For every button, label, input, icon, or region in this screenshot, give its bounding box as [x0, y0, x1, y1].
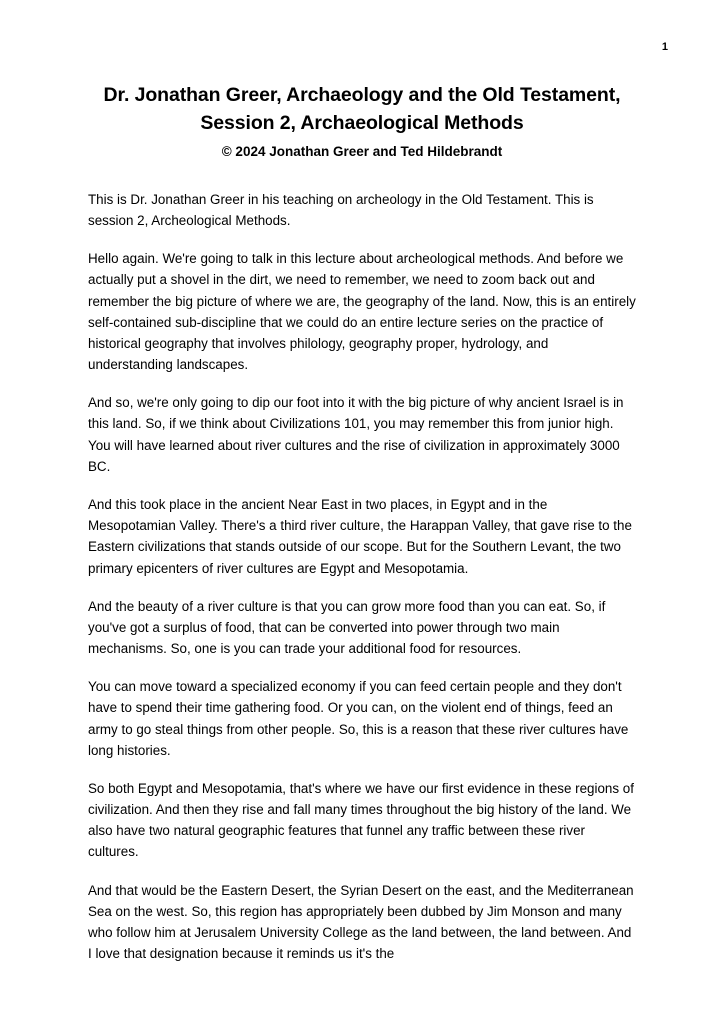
copyright-line: © 2024 Jonathan Greer and Ted Hildebrandt [221, 144, 503, 160]
page-number: 1 [661, 41, 668, 53]
paragraph: You can move toward a specialized economy if you can feed certain people and they don't have to spend their time gathering food. Or you can, on the violent end of things, feed an army to go steal things from other people. So, this is a reason that these river cultures have long histories. [88, 679, 629, 758]
paragraph: And so, we're only going to dip our foot into it with the big picture of why ancient Israel is in this land. So, if we think about Civilizations 101, you may remember this from junior high. You will have learned about river cultures and the rise of civilization in approximately 3000 BC. [88, 395, 624, 474]
paragraph: So both Egypt and Mesopotamia, that's where we have our first evidence in these regions of civilization. And then they rise and fall many times throughout the big history of the land. We also have two natural geographic features that funnel any traffic between these river cultures. [88, 780, 634, 860]
paragraph: And that would be the Eastern Desert, the Syrian Desert on the east, and the Mediterranean Sea on the west. So, this region has appropriately been dubbed by Jim Monson and many who follow him at Jerusalem University College as the land between, the land between. And I love that designation because it reminds us it's the [88, 882, 634, 962]
paragraph: And the beauty of a river culture is that you can grow more food than you can eat. So, if you've got a surplus of food, that can be converted into power through two main mechanisms. So, one is you can trade your additional food for resources. [88, 598, 606, 657]
paragraph: This is Dr. Jonathan Greer in his teaching on archeology in the Old Testament. This is session 2, Archeological Methods. [88, 191, 594, 229]
page-title: Dr. Jonathan Greer, Archaeology and the Old Testament, Session 2, Archaeological Methods [103, 84, 621, 134]
paragraph: And this took place in the ancient Near East in two places, in Egypt and in the Mesopotamian Valley. There's a third river culture, the Harappan Valley, that gave rise to the Eastern civilizations that stands outside of our scope. But for the Southern Levant, the two primary epicenters of river cultures are Egypt and Mesopotamia. [88, 496, 632, 576]
paragraph: Hello again. We're going to talk in this lecture about archeological methods. And before we actually put a shovel in the dirt, we need to remember, we need to zoom back out and remember the big picture of where we are, the geography of the land. Now, this is an entirely self-contained sub-discipline that we could do an entire lecture series on the practice of historical geography that involves philology, geography proper, hydrology, and understanding landscapes. [88, 251, 636, 373]
page-content [88, 82, 636, 964]
body-text [88, 189, 636, 964]
